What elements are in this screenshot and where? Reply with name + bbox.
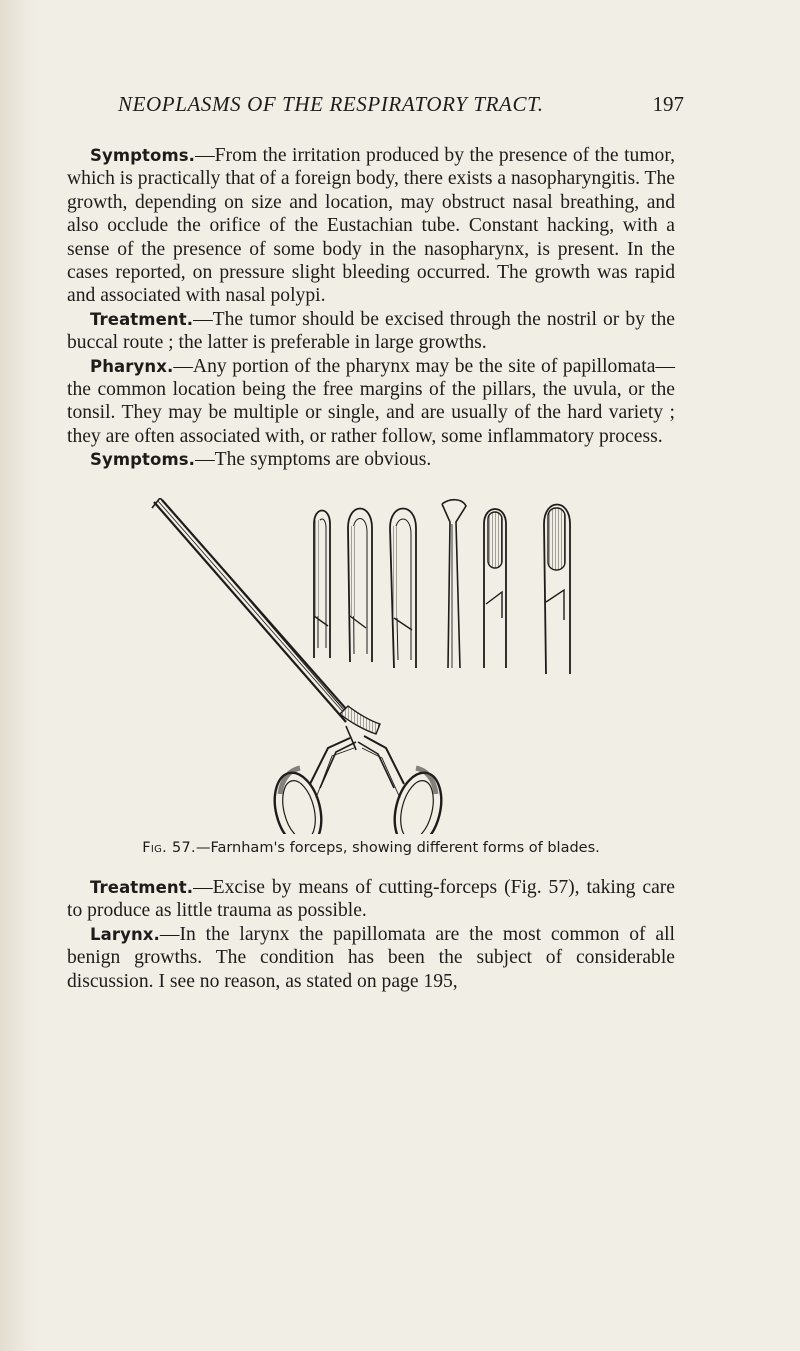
paragraph-text: —In the larynx the papillomata are the most common of all benign growths. The condition has been the subject of considerable discussion. I see no reason, as stated on page 195,	[67, 923, 675, 992]
blade-variant-6	[544, 505, 570, 675]
paragraph-text: —Any portion of the pharynx may be the site of papillomata—the common location being the free margins of the pillars, the uvula, or the tonsil. They may be multiple or single, and are usually of the hard variety ; they are often associated with, or rather follow, some inflammatory process.	[67, 355, 675, 447]
paragraph-heading: Larynx.	[90, 924, 160, 944]
paragraph-heading: Pharynx.	[90, 356, 174, 376]
forceps-left-handle	[267, 738, 356, 834]
forceps-right-handle	[358, 736, 449, 834]
blade-variant-3	[390, 509, 416, 669]
figure-caption	[67, 840, 675, 856]
paragraph-text: —The tumor should be excised through the nostril or by the buccal route ; the latter is preferable in large growths.	[67, 308, 675, 354]
paragraph-pharynx	[67, 355, 675, 449]
blade-variant-1	[314, 511, 330, 659]
paragraph-heading: Treatment.	[90, 309, 194, 329]
paragraph-text: —The symptoms are obvious.	[195, 449, 432, 471]
page-number: 197	[652, 92, 684, 116]
blade-variant-5	[484, 509, 506, 668]
forceps-figure	[150, 498, 642, 834]
running-title: NEOPLASMS OF THE RESPIRATORY TRACT.	[118, 92, 544, 116]
running-header	[118, 92, 684, 122]
figure-caption-text: —Farnham's forceps, showing different forms of blades.	[195, 840, 600, 856]
paragraph-heading: Treatment.	[90, 878, 194, 897]
forceps-illustration	[150, 498, 642, 834]
paragraph-treatment	[67, 308, 675, 355]
page-edge-shading	[0, 0, 42, 1351]
forceps-shaft	[152, 498, 356, 724]
paragraph-heading: Symptoms.	[90, 146, 196, 165]
body-text-bottom	[67, 876, 675, 993]
paragraph-heading: Symptoms.	[90, 450, 196, 470]
paragraph-text: —From the irritation produced by the presence of the tumor, which is practically that of a foreign body, there exists a nasopharyngitis. The growth, depending on size and location, may obstruct nasal breathing, and also occlude the orifice of the Eustachian tube. Constant hacking, with a sense of the presence of some body in the nasopharynx, is present. In the cases reported, on pressure slight bleeding occurred. The growth was rapid and associated with nasal polypi.	[67, 145, 675, 307]
body-text-top	[67, 144, 675, 472]
figure-label: Fig. 57.	[142, 840, 196, 856]
paragraph-symptoms	[67, 144, 675, 308]
paragraph-symptoms-pharynx	[67, 448, 675, 471]
blade-variant-2	[348, 509, 372, 663]
paragraph-larynx	[67, 923, 675, 993]
paragraph-treatment-excise	[67, 876, 675, 923]
blade-variant-4	[442, 500, 466, 668]
paragraph-text: —Excise by means of cutting-forceps (Fig. 57), taking care to produce as little trauma as possible.	[67, 877, 675, 922]
